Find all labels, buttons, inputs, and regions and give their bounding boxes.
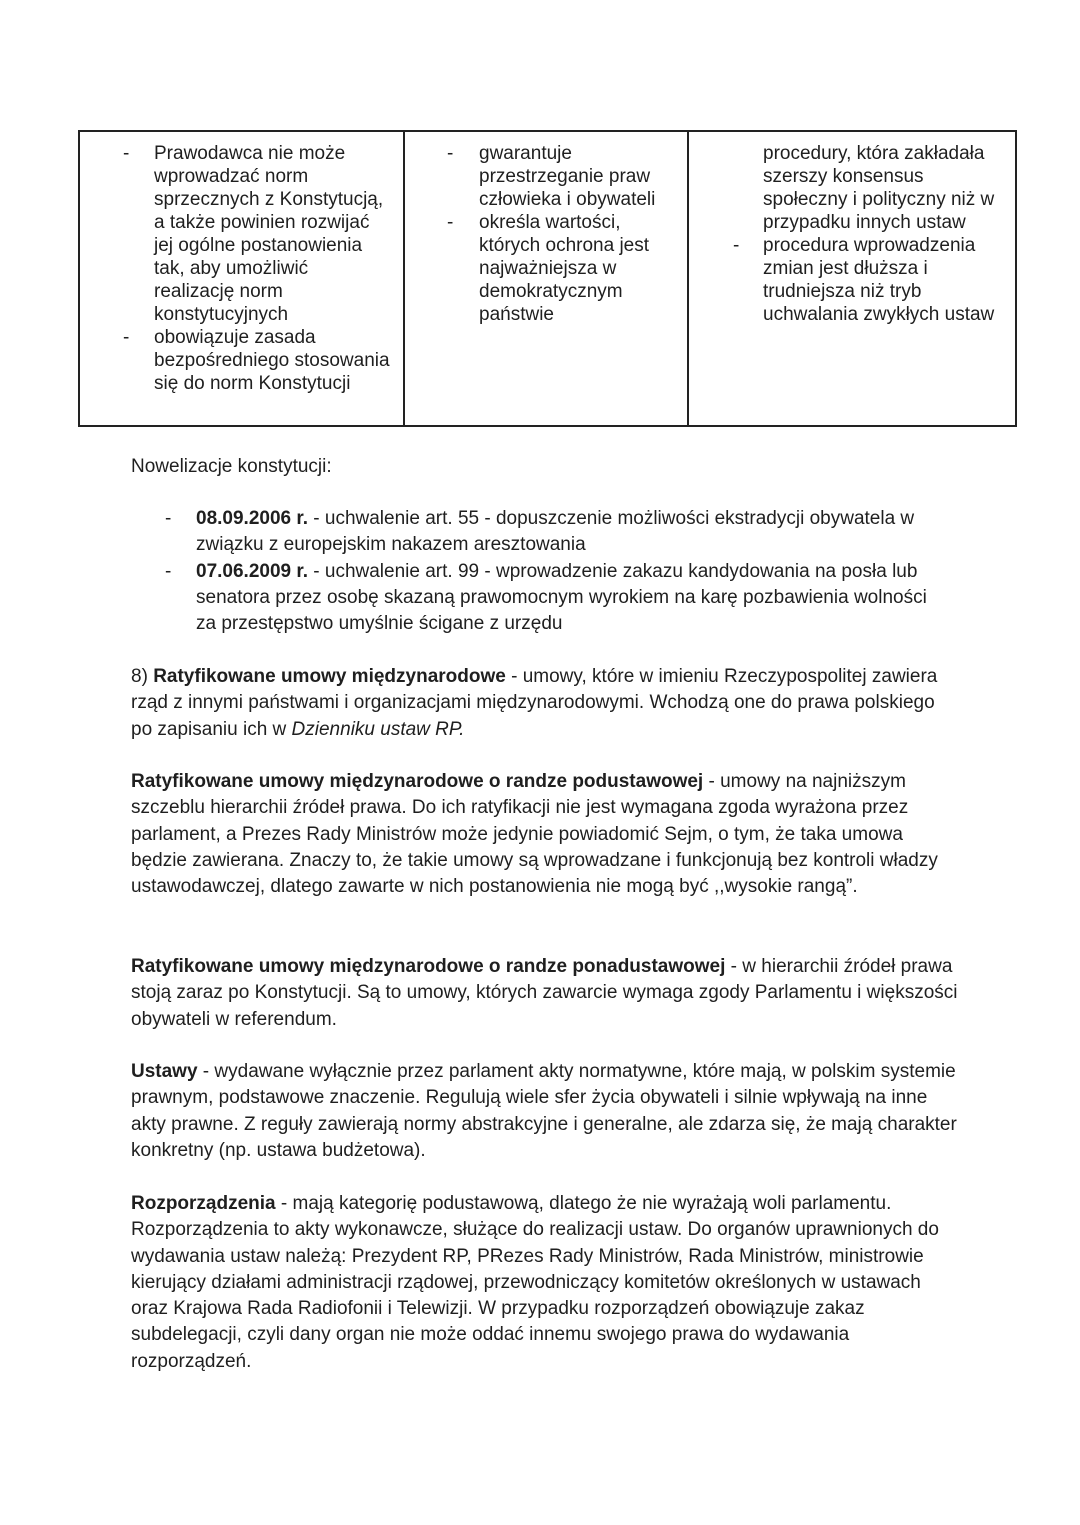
- list-item: [80, 326, 390, 395]
- section-text: - w hierarchii źródeł prawa stoją zaraz po Konstytucji. Są to umowy, których zawarcie wymaga zgody Parlamentu i większości obywateli w referendum.: [131, 956, 958, 1030]
- list-item: [131, 559, 931, 638]
- ustawy-paragraph: [131, 1059, 961, 1164]
- section-term: Ustawy: [131, 1061, 198, 1082]
- list-item-text: obowiązuje zasada bezpośredniego stosowania się do norm Konstytucji: [154, 327, 390, 394]
- dash-bullet: -: [165, 560, 172, 582]
- section-text: - umowy, które w imieniu Rzeczypospolitej zawiera rząd z innymi państwami i organizacjami międzynarodowymi. Wchodzą one do prawa polskiego po zapisaniu ich w: [131, 666, 938, 740]
- podustawowe-paragraph: [131, 769, 961, 900]
- dash-bullet: -: [447, 212, 454, 233]
- list-item: [405, 211, 675, 326]
- list-item-text: procedury, która zakładała szerszy konsensus społeczny i polityczny niż w przypadku innych ustaw: [763, 143, 995, 233]
- list-item-text: gwarantuje przestrzeganie praw człowieka i obywateli: [479, 143, 656, 210]
- amendment-date: 08.09.2006 r.: [196, 508, 308, 529]
- list-item: [405, 142, 675, 211]
- dash-bullet: -: [123, 143, 130, 164]
- dash-bullet: -: [447, 143, 454, 164]
- list-item: [80, 142, 390, 326]
- amendment-text: - uchwalenie art. 55 - dopuszczenie możliwości ekstradycji obywatela w związku z europejskim nakazem aresztowania: [196, 508, 915, 556]
- comparison-table: [78, 130, 1017, 427]
- amendments-heading: Nowelizacje konstytucji:: [131, 456, 332, 477]
- dash-bullet: -: [123, 327, 130, 348]
- table-column-1: [80, 132, 405, 425]
- list-item-text: procedura wprowadzenia zmian jest dłuższa i trudniejsza niż tryb uchwalania zwykłych ustaw: [763, 235, 995, 325]
- dash-bullet: -: [165, 508, 172, 529]
- column-2-list: [405, 142, 675, 326]
- list-item: [131, 506, 931, 559]
- ponadustawowe-paragraph: [131, 954, 961, 1033]
- amendment-text: - uchwalenie art. 99 - wprowadzenie zakazu kandydowania na posła lub senatora przez osobę skazaną prawomocnym wyrokiem na karę pozbawienia wolności za przestępstwo umyślnie ścigane z urzędu: [196, 560, 927, 635]
- rozporzadzenia-paragraph: [131, 1191, 961, 1375]
- list-item-text: Prawodawca nie może wprowadzać norm sprzecznych z Konstytucją, a także powinien rozwijać jej ogólne postanowienia tak, aby umożliwić realizację norm konstytucyjnych: [154, 143, 384, 325]
- section-text: - mają kategorię podustawową, dlatego że nie wyrażają woli parlamentu. Rozporządzenia to akty wykonawcze, służące do realizacji ustaw. Do organów uprawnionych do wydawania ustaw należą: Prezydent RP, PRezes Rady Ministrów, Rada Ministrów, ministrowie kierujący działami administracji rządowej, przewodniczący komitetów określonych w ustawach oraz Krajowa Rada Radiofonii i Telewizji. W przypadku rozporządzeń obowiązuje zakaz subdelegacji, czyli dany organ nie może oddać innemu swojego prawa do wydawania rozporządzeń.: [131, 1193, 939, 1372]
- amendment-date: 07.06.2009 r.: [196, 560, 308, 582]
- amendments-list: [131, 506, 931, 637]
- table-column-3: [689, 132, 1015, 425]
- section-term: Ratyfikowane umowy międzynarodowe: [153, 666, 506, 687]
- section-italic: Dzienniku ustaw RP.: [291, 718, 465, 740]
- section-term: Rozporządzenia: [131, 1193, 276, 1214]
- section-text: - wydawane wyłącznie przez parlament akty normatywne, które mają, w polskim systemie prawnym, podstawowe znaczenie. Regulują wiele sfer życia obywateli i silnie wpływają na inne akty prawne. Z reguły zawierają normy abstrakcyjne i generalne, ale zdarza się, że mają charakter konkretny (np. ustawa budżetowa).: [131, 1061, 957, 1161]
- table-column-2: [405, 132, 689, 425]
- section-8-paragraph: [131, 664, 961, 743]
- column-3-list: [689, 142, 1009, 326]
- section-term: Ratyfikowane umowy międzynarodowe o randze podustawowej: [131, 771, 704, 792]
- section-number: 8): [131, 666, 154, 687]
- dash-bullet: -: [733, 235, 740, 256]
- column-1-list: [80, 142, 390, 395]
- section-term: Ratyfikowane umowy międzynarodowe o randze ponadustawowej: [131, 956, 726, 977]
- list-item-text: określa wartości, których ochrona jest najważniejsza w demokratycznym państwie: [479, 212, 650, 325]
- list-item-continuation: [689, 142, 1009, 234]
- section-text: - umowy na najniższym szczeblu hierarchii źródeł prawa. Do ich ratyfikacji nie jest wymagana zgoda wyrażona przez parlament, a Prezes Rady Ministrów może jedynie powiadomić Sejm, o tym, że taka umowa będzie zawierana. Znaczy to, że takie umowy są wprowadzane i funkcjonują bez kontroli władzy ustawodawczej, dlatego zawarte w nich postanowienia nie mogą być ,,wysokie rangą”.: [131, 771, 938, 898]
- list-item: [689, 234, 1009, 326]
